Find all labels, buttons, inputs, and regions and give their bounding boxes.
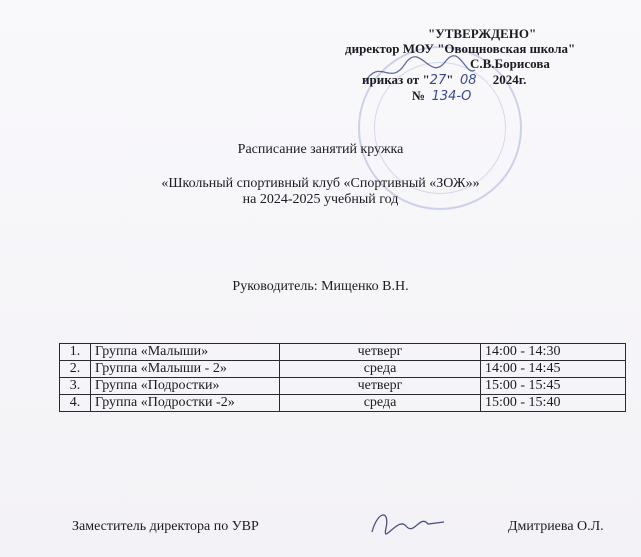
order-month: 08 bbox=[459, 73, 477, 88]
row-number: 4. bbox=[60, 395, 91, 412]
time-slot: 14:00 - 14:30 bbox=[481, 344, 626, 361]
table-row bbox=[60, 378, 626, 395]
weekday: среда bbox=[280, 361, 481, 378]
time-slot: 15:00 - 15:40 bbox=[481, 395, 626, 412]
order-prefix: приказ от " bbox=[362, 72, 430, 87]
weekday: четверг bbox=[280, 378, 481, 395]
approval-name: С.В.Борисова bbox=[470, 56, 550, 71]
group-name: Группа «Подростки» bbox=[91, 378, 280, 395]
time-slot: 14:00 - 14:45 bbox=[481, 361, 626, 378]
time-slot: 15:00 - 15:45 bbox=[481, 378, 626, 395]
group-name: Группа «Малыши - 2» bbox=[91, 361, 280, 378]
approval-position: директор МОУ "Овощновская школа" bbox=[345, 41, 576, 56]
club-name: «Школьный спортивный клуб «Спортивный «ЗОЖ»» bbox=[161, 176, 480, 191]
deputy-signature bbox=[368, 506, 448, 540]
deputy-name: Дмитриева О.Л. bbox=[508, 519, 604, 534]
school-year: на 2024-2025 учебный год bbox=[242, 192, 399, 207]
doc-title: Расписание занятий кружка bbox=[237, 142, 404, 157]
group-name: Группа «Подростки -2» bbox=[91, 395, 280, 412]
weekday: среда bbox=[280, 395, 481, 412]
row-number: 3. bbox=[60, 378, 91, 395]
schedule-table bbox=[59, 343, 626, 412]
deputy-position: Заместитель директора по УВР bbox=[72, 519, 259, 534]
order-year: 2024г. bbox=[492, 72, 527, 87]
approval-heading: "УТВЕРЖДЕНО" bbox=[428, 26, 537, 41]
table-row bbox=[60, 361, 626, 378]
approval-order-line: приказ от "27" 08 2024г. bbox=[362, 72, 527, 88]
table-row bbox=[60, 395, 626, 412]
table-row bbox=[60, 344, 626, 361]
number-prefix: № bbox=[412, 88, 426, 103]
club-leader: Руководитель: Мищенко В.Н. bbox=[232, 279, 409, 294]
row-number: 1. bbox=[60, 344, 91, 361]
group-name: Группа «Малыши» bbox=[91, 344, 280, 361]
order-day: 27 bbox=[429, 73, 447, 88]
approval-number-line bbox=[412, 88, 471, 104]
weekday: четверг bbox=[280, 344, 481, 361]
order-number: 134-О bbox=[431, 89, 472, 104]
row-number: 2. bbox=[60, 361, 91, 378]
